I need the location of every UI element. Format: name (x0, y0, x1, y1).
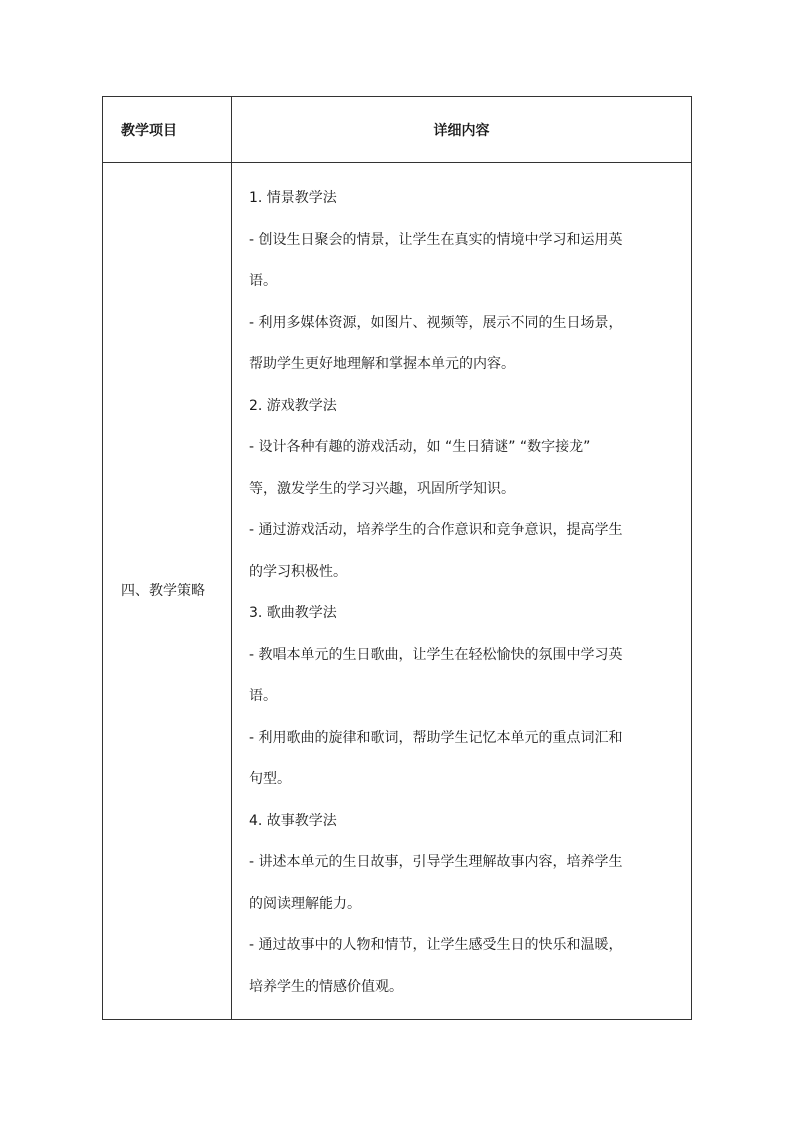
content-line: 培养学生的情感价值观。 (249, 978, 403, 995)
content-line: - 利用多媒体资源，如图片、视频等，展示不同的生日场景， (249, 314, 623, 331)
content-line: 2. 游戏教学法 (249, 397, 337, 414)
content-line: 语。 (249, 688, 277, 704)
column-divider (231, 97, 232, 1019)
content-line: - 通过故事中的人物和情节，让学生感受生日的快乐和温暖， (249, 937, 623, 953)
content-line: - 讲述本单元的生日故事，引导学生理解故事内容，培养学生 (249, 854, 623, 870)
content-line: 1. 情景教学法 (249, 190, 337, 206)
table-header-row (103, 97, 691, 163)
teaching-strategy-table (102, 96, 692, 1020)
header-teaching-item: 教学项目 (121, 122, 177, 139)
content-line: 帮助学生更好地理解和掌握本单元的内容。 (249, 356, 515, 372)
content-line: 的阅读理解能力。 (249, 895, 361, 912)
content-line: 语。 (249, 273, 277, 289)
content-line: - 创设生日聚会的情景，让学生在真实的情境中学习和运用英 (249, 231, 623, 248)
content-line: 的学习积极性。 (249, 563, 347, 580)
content-line: - 通过游戏活动，培养学生的合作意识和竞争意识，提高学生 (249, 522, 623, 538)
content-line: - 利用歌曲的旋律和歌词，帮助学生记忆本单元的重点词汇和 (249, 729, 623, 746)
header-detail-content: 详细内容 (433, 122, 490, 139)
content-line: 等，激发学生的学习兴趣，巩固所学知识。 (249, 480, 515, 497)
section-label-teaching-strategy: 四、教学策略 (121, 583, 205, 599)
content-line: - 教唱本单元的生日歌曲，让学生在轻松愉快的氛围中学习英 (249, 646, 623, 663)
content-line: 4. 故事教学法 (249, 812, 337, 829)
detail-content-cell (249, 185, 681, 1015)
content-line: - 设计各种有趣的游戏活动，如 “生日猜谜” “数字接龙” (249, 439, 591, 455)
content-line: 句型。 (249, 771, 291, 787)
content-line: 3. 歌曲教学法 (249, 605, 337, 621)
